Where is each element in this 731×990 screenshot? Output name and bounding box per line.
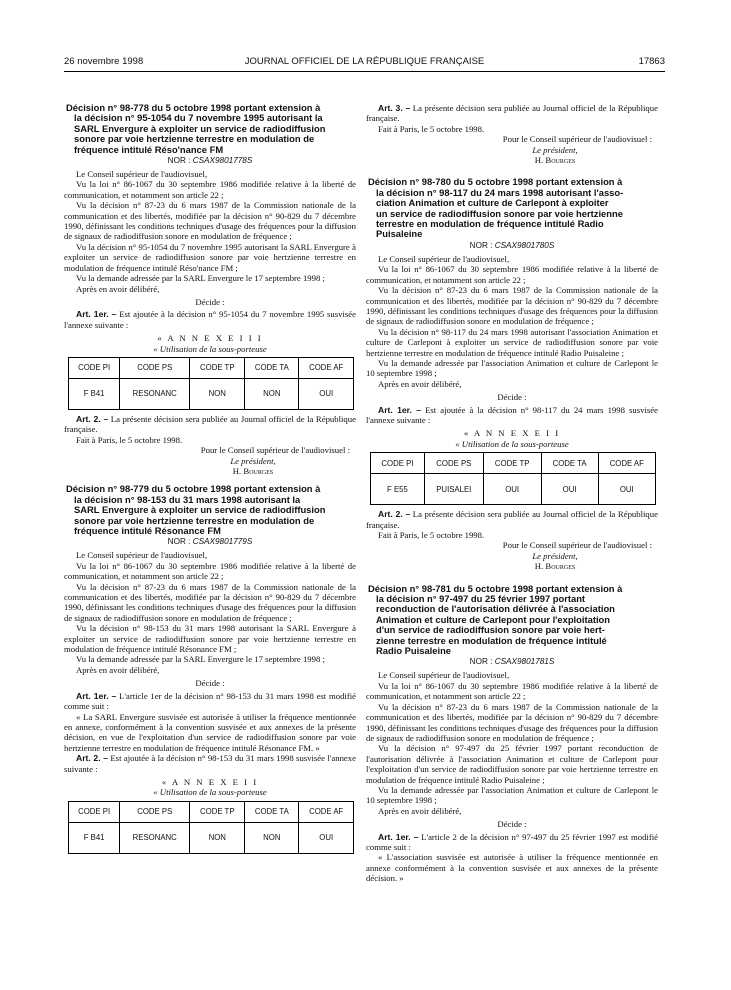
paragraph: Vu la décision n° 98-153 du 31 mars 1998 autorisant la SARL Envergure à exploiter un service de radiodiffusion sonore par voie hertzienne terrestre en modulation de fréquence intitulé Résonance FM ; xyxy=(64,623,356,655)
annexe-heading: « A N N E X E I I xyxy=(161,776,259,787)
table-header-row: CODE PI CODE PS CODE TP CODE TA CODE AF xyxy=(69,357,354,378)
signature-for: Pour le Conseil supérieur de l'audiovisuel : xyxy=(502,540,652,551)
paragraph: Vu la décision n° 97-497 du 25 février 1997 portant reconduction de l'autorisation délivrée à l'association Animation et culture de Carlepont pour l'exploitation d'un service de radiodiffusion sonore par voie hertzienne terrestre en modulation de fréquence intitulé Radio Puisaleine ; xyxy=(366,743,658,785)
paragraph: Vu la décision n° 87-23 du 6 mars 1987 de la Commission nationale de la communication et des libertés, modifiée par la décision n° 90-829 du 7 décembre 1990, définissant les conditions techniques d'usage des fréquences pour la diffusion de signaux de radiodiffusion sonore en modulation de fréquence ; xyxy=(366,701,658,743)
paragraph: Le Conseil supérieur de l'audiovisuel, xyxy=(378,253,510,264)
decision-779-title: Décision n° 98-779 du 5 octobre 1998 portant extension à la décision n° 98-153 du 31 mars 1998 autorisant la SARL Envergure à exploiter un service de radiodiffusion sonore par voie hertzienne terrestre en modulation de fréquence intitulé Résonance FM xyxy=(66,483,326,536)
paragraph: Vu la décision n° 98-117 du 24 mars 1998 autorisant l'association Animation et culture de Carlepont à exploiter un service de radiodiffusion sonore par voie hertzienne terrestre en modulation de fréquence intitulé Radio Puisaleine ; xyxy=(366,326,658,358)
decision-781-title: Décision n° 98-781 du 5 octobre 1998 portant extension à la décision n° 97-497 du 25 février 1997 portant reconduction de l'autorisation délivrée à l'association Animation et culture de Carlepont pour l'exploitation d'un service de radiodiffusion sonore par voie hert- zienne terrestre en modulation de fréquence intitulé Radio Puisaleine xyxy=(368,582,623,657)
signature-for: Pour le Conseil supérieur de l'audiovisuel : xyxy=(502,134,652,145)
paragraph: Vu la décision n° 87-23 du 6 mars 1987 de la Commission nationale de la communication et des libertés, modifiée par la décision n° 90-829 du 7 décembre 1990, définissant les conditions techniques d'usage des fréquences pour la diffusion de signaux de radiodiffusion sonore en modulation de fréquence ; xyxy=(64,581,356,623)
article-2: Art. 2. – La présente décision sera publiée au Journal officiel de la République française. xyxy=(64,413,356,435)
decide-label: Décide : xyxy=(195,296,225,307)
paragraph: Après en avoir délibéré, xyxy=(378,805,462,816)
paragraph: Vu la décision n° 87-23 du 6 mars 1987 de la Commission nationale de la communication et des libertés, modifiée par la décision n° 90-829 du 7 décembre 1990, définissant les conditions techniques d'usage des fréquences pour la diffusion de signaux de radiodiffusion sonore en modulation de fréquence ; xyxy=(64,200,356,242)
paragraph: Le Conseil supérieur de l'audiovisuel, xyxy=(76,169,208,180)
article-1-quote: « L'association susvisée est autorisée à utiliser la fréquence mentionnée en annexe conformément à la convention susvisée et aux annexes de la présente décision. » xyxy=(366,852,658,884)
paragraph: Vu la demande adressée par la SARL Envergure le 17 septembre 1998 ; xyxy=(76,654,325,665)
decision-780-nor: NOR : CSAX9801780S xyxy=(469,240,555,250)
table-header-row: CODE PI CODE PS CODE TP CODE TA CODE AF xyxy=(69,801,354,822)
annexe-subtitle: « Utilisation de la sous-porteuse xyxy=(153,343,267,354)
annexe-subtitle: « Utilisation de la sous-porteuse xyxy=(455,438,569,449)
paragraph: Vu la loi n° 86-1067 du 30 septembre 1986 modifiée relative à la liberté de communication, et notamment son article 22 ; xyxy=(64,560,356,582)
paragraph: Vu la décision n° 95-1054 du 7 novembre 1995 autorisant la SARL Envergure à exploiter un service de radiodiffusion sonore par voie hertzienne terrestre en modulation de fréquence intitulé Réso'nance FM ; xyxy=(64,241,356,273)
left-column xyxy=(64,103,356,858)
article-1: Art. 1er. – L'article 2 de la décision n° 97-497 du 25 février 1997 est modifié comme suit : xyxy=(366,831,658,852)
signature-name: H. Bourges xyxy=(534,561,576,572)
decision-780-title: Décision n° 98-780 du 5 octobre 1998 portant extension à la décision n° 98-117 du 24 mars 1998 autorisant l'asso- ciation Animation et culture de Carlepont à exploiter un service de radiodiffusion sonore par voie hertzienne terrestre en modulation de fréquence intitulé Radio Puisaleine xyxy=(368,176,624,240)
decision-778-title: Décision n° 98-778 du 5 octobre 1998 portant extension à la décision n° 95-1054 du 7 novembre 1995 autorisant la SARL Envergure à exploiter un service de radiodiffusion sonore par voie hertzienne terrestre en modulation de fréquence intitulé Réso'nance FM xyxy=(66,102,326,155)
subcarrier-table xyxy=(68,357,354,410)
header-date: 26 novembre 1998 xyxy=(64,56,144,67)
article-1: Art. 1er. – Est ajoutée à la décision n° 98-117 du 24 mars 1998 susvisée l'annexe suivante : xyxy=(366,404,658,425)
paragraph: Vu la demande adressée par la SARL Envergure le 17 septembre 1998 ; xyxy=(76,273,325,284)
signature-title: Le président, xyxy=(532,550,578,561)
paragraph: Après en avoir délibéré, xyxy=(378,378,462,389)
signature-title: Le président, xyxy=(532,144,578,155)
header-journal-title: JOURNAL OFFICIEL DE LA RÉPUBLIQUE FRANÇAISE xyxy=(244,56,485,67)
decision-778-nor: NOR : CSAX9801778S xyxy=(167,156,253,166)
paragraph: Le Conseil supérieur de l'audiovisuel, xyxy=(76,550,208,561)
signature-name: H. Bourges xyxy=(534,155,576,166)
table-row: F B41 RESONANC NON NON OUI xyxy=(69,378,354,409)
decide-label: Décide : xyxy=(195,678,225,689)
paragraph: Vu la loi n° 86-1067 du 30 septembre 1986 modifiée relative à la liberté de communication, et notamment son article 22 ; xyxy=(64,179,356,200)
paragraph: Le Conseil supérieur de l'audiovisuel, xyxy=(378,670,510,681)
right-column xyxy=(366,103,658,884)
signing-place-date: Fait à Paris, le 5 octobre 1998. xyxy=(76,434,183,445)
paragraph: Après en avoir délibéré, xyxy=(76,283,160,294)
signing-place-date: Fait à Paris, le 5 octobre 1998. xyxy=(378,530,485,540)
article-3: Art. 3. – La présente décision sera publiée au Journal officiel de la République française. xyxy=(366,103,658,124)
decision-781-nor: NOR : CSAX9801781S xyxy=(469,657,555,667)
annexe-subtitle: « Utilisation de la sous-porteuse xyxy=(153,787,267,798)
decide-label: Décide : xyxy=(497,819,527,830)
annexe-heading: « A N N E X E I I I xyxy=(157,333,263,344)
article-1: Art. 1er. – Est ajoutée à la décision n° 95-1054 du 7 novembre 1995 susvisée l'annexe suivante : xyxy=(64,309,356,330)
subcarrier-table xyxy=(68,801,354,854)
article-2: Art. 2. – Est ajoutée à la décision n° 98-153 du 31 mars 1998 susvisée l'annexe suivante : xyxy=(64,753,356,774)
page-header xyxy=(64,56,665,70)
table-row: F E55 PUISALEI OUI OUI OUI xyxy=(371,474,656,505)
signature-name: H. Bourges xyxy=(232,465,274,476)
article-1-quote: « La SARL Envergure susvisée est autorisée à utiliser la fréquence mentionnée en annexe, conformément à la convention susvisée et aux annexes de la présente décision, en vue de l'exploitation d'un service de radiodiffusion sonore par voie hertzienne terrestre en modulation de fréquence intitulé Résonance FM. » xyxy=(64,711,356,753)
paragraph: Vu la décision n° 87-23 du 6 mars 1987 de la Commission nationale de la communication et des libertés, modifiée par la décision n° 90-829 du 7 décembre 1990, définissant les conditions techniques d'usage des fréquences pour la diffusion de signaux de radiodiffusion sonore en modulation de fréquence ; xyxy=(366,285,658,327)
paragraph: Vu la loi n° 86-1067 du 30 septembre 1986 modifiée relative à la liberté de communication, et notamment son article 22 ; xyxy=(366,680,658,702)
subcarrier-table xyxy=(370,452,656,505)
paragraph: Vu la demande adressée par l'association Animation et culture de Carlepont le 10 septembre 1998 ; xyxy=(366,357,658,379)
decision-779-nor: NOR : CSAX9801779S xyxy=(167,537,253,547)
signing-place-date: Fait à Paris, le 5 octobre 1998. xyxy=(378,123,485,134)
signature-for: Pour le Conseil supérieur de l'audiovisuel : xyxy=(200,445,350,456)
article-2: Art. 2. – La présente décision sera publiée au Journal officiel de la République française. xyxy=(366,509,658,530)
paragraph: Vu la demande adressée par l'association Animation et culture de Carlepont le 10 septembre 1998 ; xyxy=(366,784,658,806)
header-rule xyxy=(64,71,665,72)
paragraph: Après en avoir délibéré, xyxy=(76,664,160,675)
table-header-row: CODE PI CODE PS CODE TP CODE TA CODE AF xyxy=(371,453,656,474)
signature-title: Le président, xyxy=(230,455,276,466)
table-row: F B41 RESONANC NON NON OUI xyxy=(69,822,354,853)
annexe-heading: « A N N E X E I I xyxy=(463,428,561,439)
article-1: Art. 1er. – L'article 1er de la décision n° 98-153 du 31 mars 1998 est modifié comme suit : xyxy=(64,690,357,712)
decide-label: Décide : xyxy=(497,392,527,403)
paragraph: Vu la loi n° 86-1067 du 30 septembre 1986 modifiée relative à la liberté de communication, et notamment son article 22 ; xyxy=(366,264,658,285)
header-page-number: 17863 xyxy=(638,56,665,67)
